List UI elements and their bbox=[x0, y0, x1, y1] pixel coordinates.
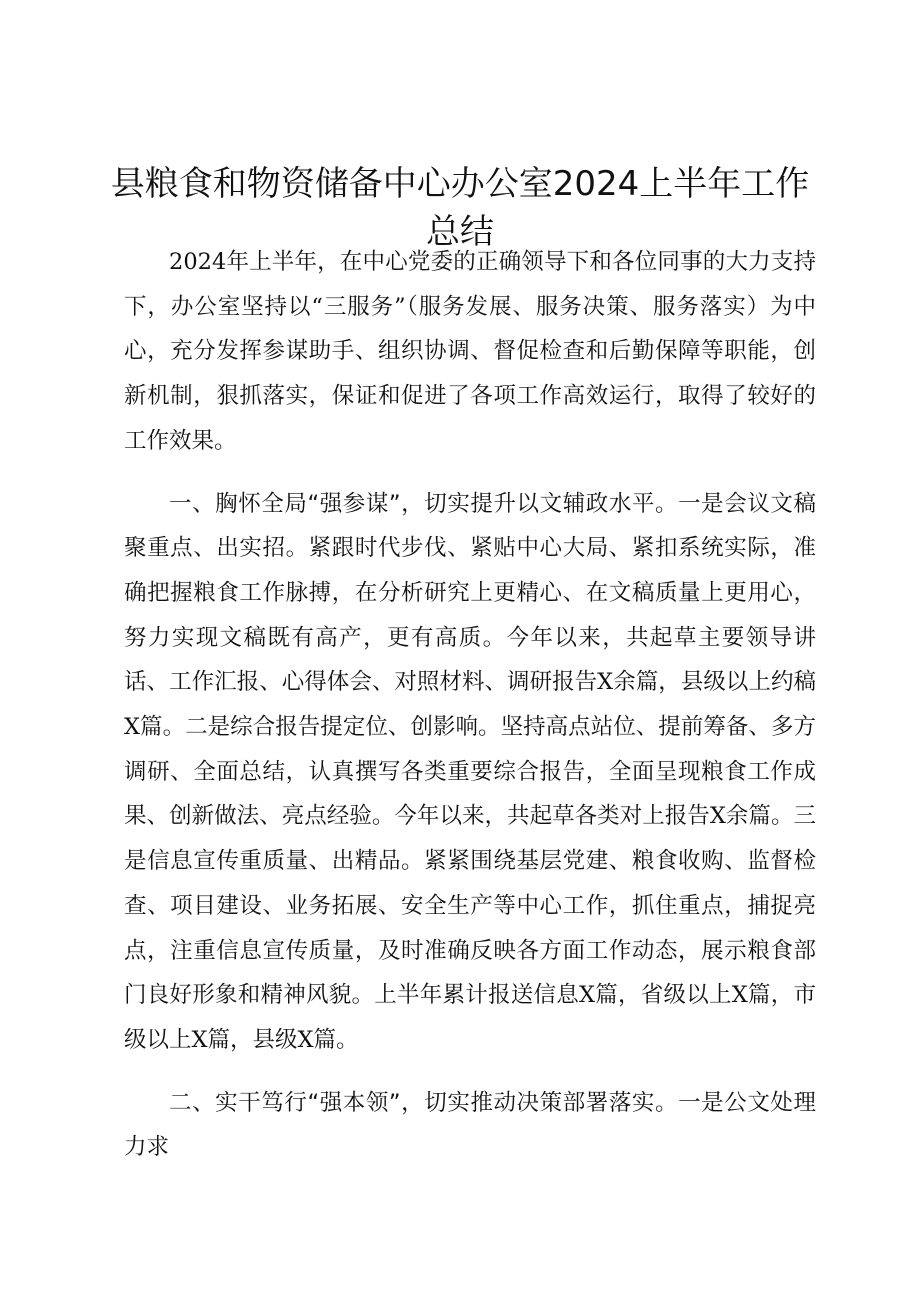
document-title: 县粮食和物资储备中心办公室2024上半年工作总结 bbox=[110, 164, 810, 252]
intro-paragraph: 2024年上半年，在中心党委的正确领导下和各位同事的大力支持下，办公室坚持以“三服务”（服务发展、服务决策、服务落实）为中心，充分发挥参谋助手、组织协调、督促检查和后勤保障等职能，创新机制，狠抓落实，保证和促进了各项工作高效运行，取得了较好的工作效果。 bbox=[124, 249, 816, 454]
section-2-heading: 二、实干笃行“强本领”，切实推动决策部署落实。 bbox=[169, 1089, 679, 1116]
section-1-body: 一是会议文稿聚重点、出实招。紧跟时代步伐、紧贴中心大局、紧扣系统实际，准确把握粮食工作脉搏，在分析研究上更精心、在文稿质量上更用心，努力实现文稿既有高产，更有高质。今年以来，共起草主要领导讲话、工作汇报、心得体会、对照材料、调研报告X余篇，县级以上约稿X篇。二是综合报告提定位、创影响。坚持高点站位、提前筹备、多方调研、全面总结，认真撰写各类重要综合报告，全面呈现粮食工作成果、创新做法、亮点经验。今年以来，共起草各类对上报告X余篇。三是信息宣传重质量、出精品。紧紧围绕基层党建、粮食收购、监督检查、项目建设、业务拓展、安全生产等中心工作，抓住重点，捕捉亮点，注重信息宣传质量，及时准确反映各方面工作动态，展示粮食部门良好形象和精神风貌。上半年累计报送信息X篇，省级以上X篇，市级以上X篇，县级X篇。 bbox=[124, 490, 816, 1053]
document-body bbox=[124, 240, 816, 1170]
section-1-heading: 一、胸怀全局“强参谋”，切实提升以文辅政水平。 bbox=[169, 490, 679, 517]
section-1-paragraph bbox=[124, 482, 816, 1063]
section-2-paragraph bbox=[124, 1081, 816, 1170]
section-2-body: 一是公文处理力求 bbox=[124, 1089, 816, 1161]
